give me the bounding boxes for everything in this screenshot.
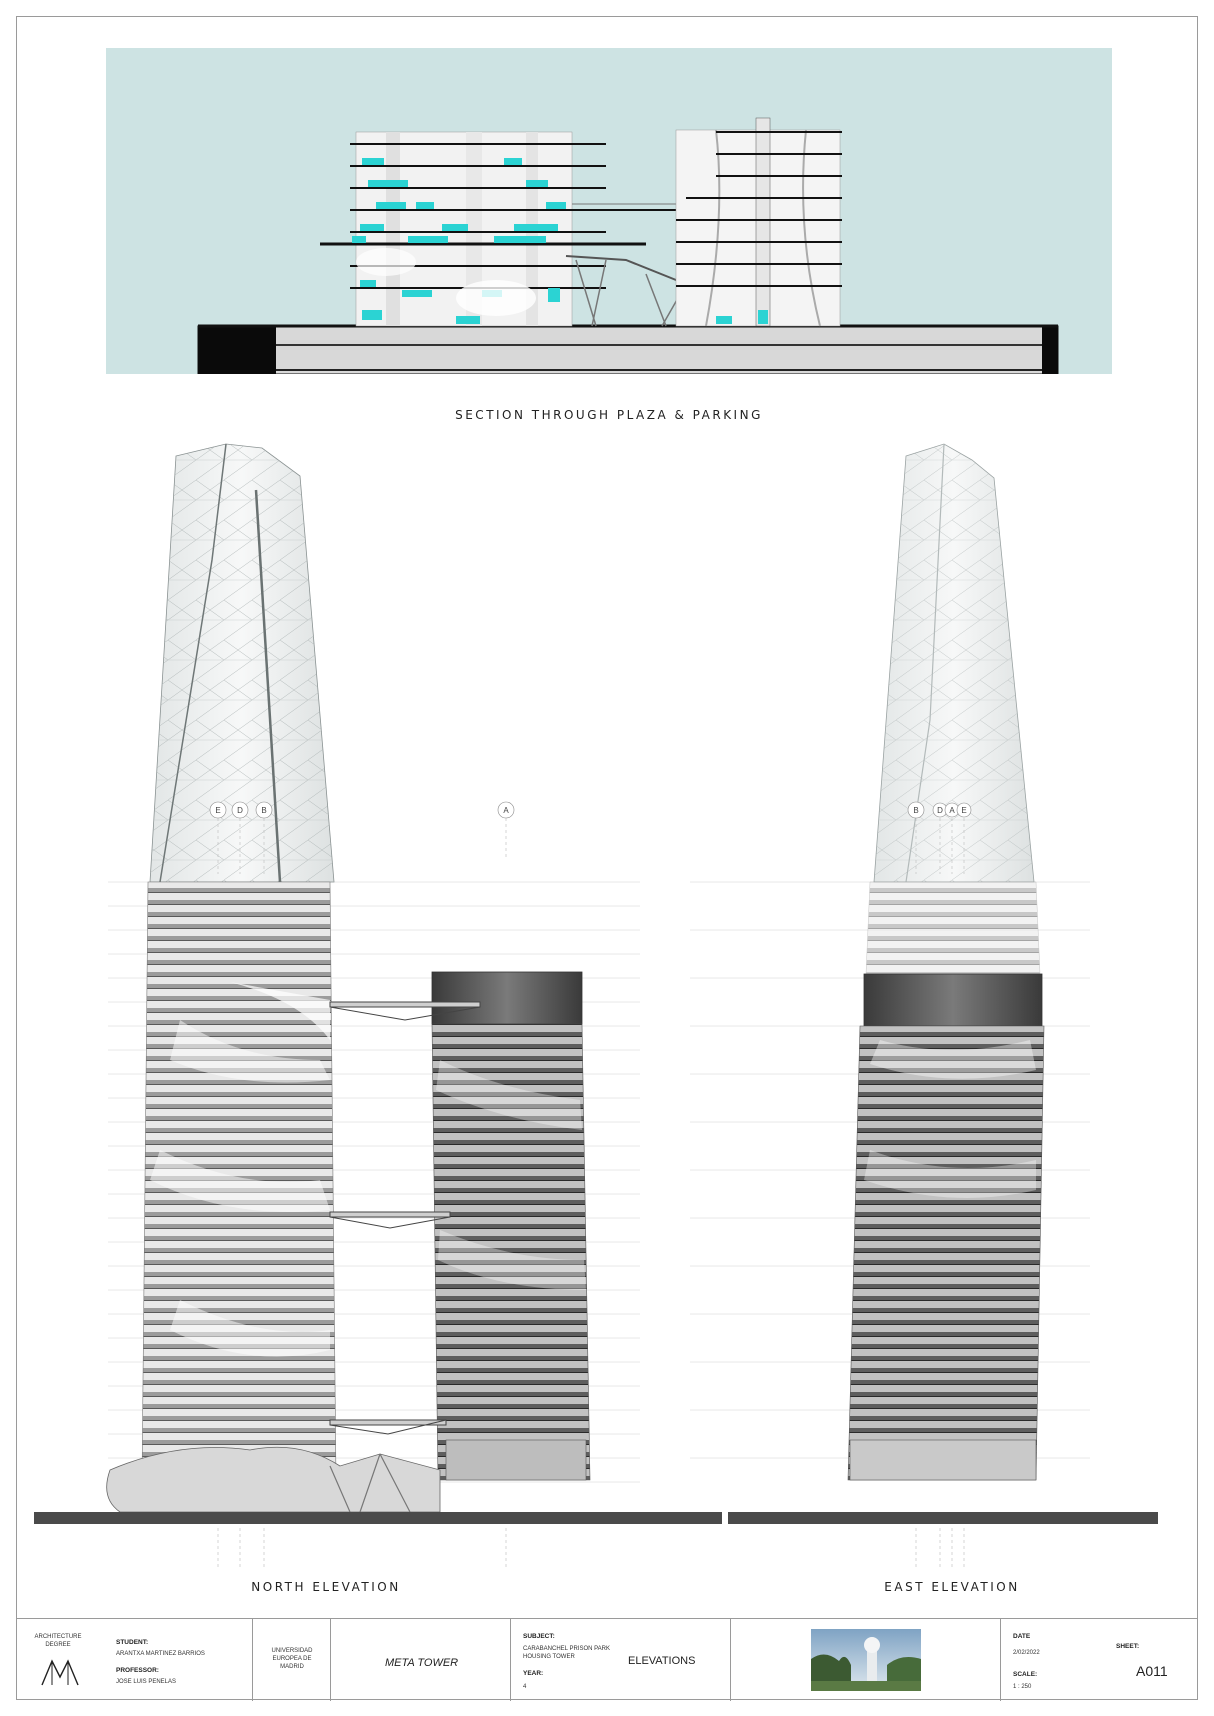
east-elevation [690,444,1158,1570]
north-elevation-caption: NORTH ELEVATION [251,1580,401,1594]
tb-student-cell [102,1619,252,1701]
tb-drawing-cell [620,1619,730,1701]
student-name: ARANTXA MARTINEZ BARRIOS [116,1651,205,1657]
university-name: UNIVERSIDAD EUROPEA DE MADRID [271,1648,313,1670]
north-podium [107,1447,440,1512]
drawing-title: ELEVATIONS [628,1655,696,1667]
sheet-number: A011 [1136,1663,1168,1679]
east-grid-label-d: D [937,806,943,815]
north-short-tower-crown [432,972,582,1024]
logo-text: ARCHITECTURE DEGREE [34,1634,82,1648]
render-thumbnail [811,1629,921,1691]
tb-render-cell [730,1619,1000,1701]
north-grid-label-e: E [215,806,221,815]
date-label: DATE [1013,1633,1031,1640]
north-grid-label-b: B [261,806,267,815]
sheet-label: SHEET: [1116,1643,1140,1650]
professor-name: JOSE LUIS PENELAS [116,1679,177,1685]
student-label: STUDENT: [116,1639,149,1646]
title-block [16,1618,1198,1701]
east-tower [848,1026,1044,1480]
north-ground-slab [34,1512,722,1524]
tb-project-cell [330,1619,510,1701]
subject-label: SUBJECT: [523,1633,555,1640]
east-elevation-caption: EAST ELEVATION [884,1580,1020,1594]
tb-sheet-cell [1082,1619,1198,1701]
north-grid-label-d: D [237,806,243,815]
tb-date-cell [1000,1619,1082,1701]
east-ground-slab [728,1512,1158,1524]
project-title: META TOWER [385,1657,459,1669]
year-value: 4 [523,1684,527,1690]
date-value: 2/02/2022 [1013,1650,1040,1656]
scale-value: 1 : 250 [1013,1684,1032,1690]
east-short-tower-crown [864,974,1042,1026]
tb-subject-cell [510,1619,620,1701]
professor-label: PROFESSOR: [116,1667,159,1674]
tb-university-cell [252,1619,330,1701]
subject-text: CARABANCHEL PRISON PARK HOUSING TOWER [523,1646,611,1660]
north-elevation [34,444,722,1570]
east-grid-label-b: B [913,806,919,815]
north-grid-label-a: A [503,806,509,815]
logo-mark [40,1659,80,1687]
year-label: YEAR: [523,1670,544,1677]
scale-label: SCALE: [1013,1671,1038,1678]
east-grid-label-a: A [949,806,955,815]
east-grid-label-e: E [961,806,967,815]
section-caption: SECTION THROUGH PLAZA & PARKING [455,408,763,422]
tb-logo-cell [16,1619,102,1701]
